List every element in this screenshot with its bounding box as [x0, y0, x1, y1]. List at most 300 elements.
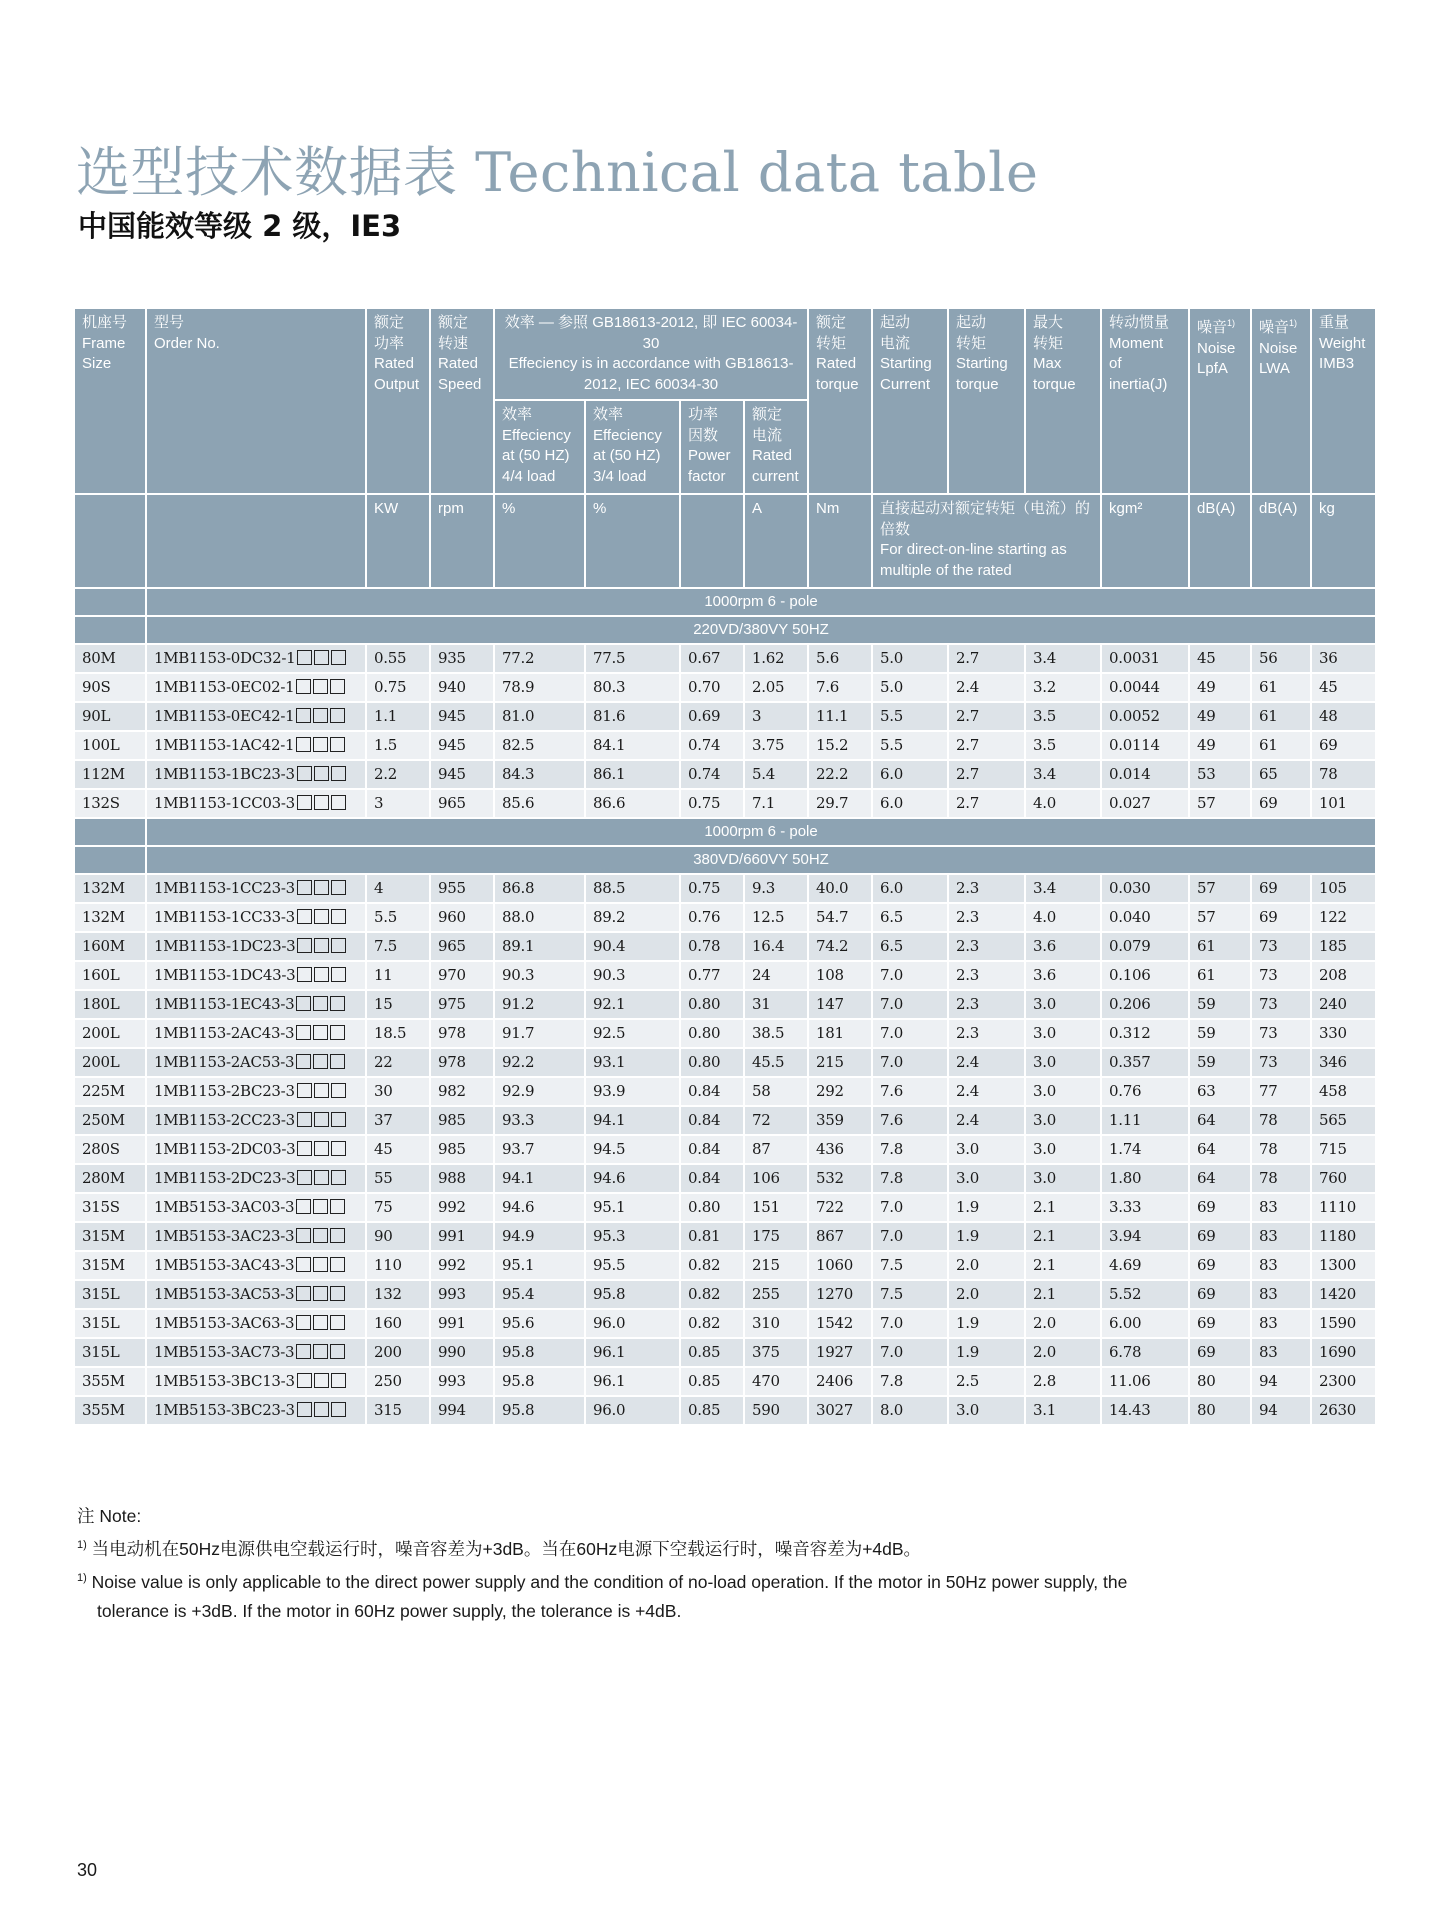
cell-starting-current: 6.5: [873, 904, 949, 933]
cell-rated-output: 132: [367, 1281, 431, 1310]
cell-rated-output: 315: [367, 1397, 431, 1426]
cell-weight: 105: [1312, 875, 1377, 904]
cell-starting-torque: 2.3: [949, 933, 1026, 962]
cell-power-factor: 0.82: [681, 1310, 745, 1339]
cell-noise-lpfa: 59: [1190, 1020, 1252, 1049]
col-rated-torque: 额定 转矩 Rated torque: [809, 309, 873, 495]
cell-moment-of-inertia: 0.079: [1102, 933, 1190, 962]
section-header-row: [75, 847, 1377, 875]
cell-starting-current: 7.8: [873, 1165, 949, 1194]
cell-weight: 48: [1312, 703, 1377, 732]
cell-rated-output: 1.5: [367, 732, 431, 761]
cell-starting-current: 5.0: [873, 674, 949, 703]
cell-rated-torque: 40.0: [809, 875, 873, 904]
order-no-text: 1MB1153-0EC02-1: [154, 678, 295, 696]
cell-frame-size: 132M: [75, 904, 147, 933]
note-english-continued: tolerance is +3dB. If the motor in 60Hz power supply, the tolerance is +4dB.: [97, 1600, 682, 1621]
option-placeholder-box: [314, 967, 329, 982]
footnote-mark: 1): [1289, 318, 1298, 328]
cell-rated-speed: 935: [431, 645, 495, 674]
cell-rated-current: 31: [745, 991, 809, 1020]
cell-power-factor: 0.75: [681, 875, 745, 904]
order-no-text: 1MB1153-2AC43-3: [154, 1024, 295, 1042]
cell-rated-torque: 436: [809, 1136, 873, 1165]
cell-rated-current: 215: [745, 1252, 809, 1281]
cell-eff-34: 86.6: [586, 790, 681, 819]
cell-rated-output: 1.1: [367, 703, 431, 732]
option-placeholder-box: [330, 1199, 345, 1214]
cell-rated-output: 55: [367, 1165, 431, 1194]
cell-rated-torque: 22.2: [809, 761, 873, 790]
cell-starting-torque: 2.3: [949, 875, 1026, 904]
cell-power-factor: 0.85: [681, 1397, 745, 1426]
cell-eff-full: 88.0: [495, 904, 586, 933]
cell-max-torque: 2.1: [1026, 1223, 1102, 1252]
cell-starting-current: 7.0: [873, 1049, 949, 1078]
cell-eff-full: 77.2: [495, 645, 586, 674]
table-row: [75, 1223, 1377, 1252]
cell-eff-full: 95.6: [495, 1310, 586, 1339]
note-english: [77, 1564, 1357, 1597]
cell-moment-of-inertia: 0.0114: [1102, 732, 1190, 761]
cell-noise-lpfa: 57: [1190, 904, 1252, 933]
cell-order-no: [147, 1281, 367, 1310]
cell-noise-lpfa: 59: [1190, 1049, 1252, 1078]
cell-rated-current: 38.5: [745, 1020, 809, 1049]
cell-eff-full: 91.7: [495, 1020, 586, 1049]
col-starting-torque: 起动 转矩 Starting torque: [949, 309, 1026, 495]
cell-eff-34: 94.1: [586, 1107, 681, 1136]
order-no-text: 1MB5153-3AC63-3: [154, 1314, 295, 1332]
cell-max-torque: 3.2: [1026, 674, 1102, 703]
footnote-mark: 1): [1227, 318, 1236, 328]
unit-weight: kg: [1312, 495, 1377, 589]
cell-starting-torque: 2.3: [949, 991, 1026, 1020]
cell-order-no: [147, 1194, 367, 1223]
cell-frame-size: 280S: [75, 1136, 147, 1165]
cell-power-factor: 0.80: [681, 991, 745, 1020]
cell-moment-of-inertia: 6.00: [1102, 1310, 1190, 1339]
cell-starting-torque: 2.4: [949, 1049, 1026, 1078]
option-placeholder-box: [331, 650, 346, 665]
cell-order-no: [147, 1049, 367, 1078]
section-voltage-label: 220VD/380VY 50HZ: [147, 617, 1377, 645]
cell-rated-output: 4: [367, 875, 431, 904]
cell-moment-of-inertia: 0.0044: [1102, 674, 1190, 703]
cell-moment-of-inertia: 1.80: [1102, 1165, 1190, 1194]
cell-max-torque: 4.0: [1026, 904, 1102, 933]
cell-starting-current: 7.8: [873, 1136, 949, 1165]
option-placeholder-box: [330, 679, 345, 694]
option-placeholder-box: [313, 1054, 328, 1069]
col-frame-size: 机座号 Frame Size: [75, 309, 147, 495]
option-placeholder-box: [313, 737, 328, 752]
cell-eff-full: 95.8: [495, 1397, 586, 1426]
cell-noise-lpfa: 57: [1190, 875, 1252, 904]
cell-rated-speed: 978: [431, 1049, 495, 1078]
option-placeholder-box: [296, 1228, 311, 1243]
cell-moment-of-inertia: 0.040: [1102, 904, 1190, 933]
cell-power-factor: 0.81: [681, 1223, 745, 1252]
col-noise-lwa: [1252, 309, 1312, 495]
col-power-factor: 功率 因数 Power factor: [681, 401, 745, 495]
cell-starting-current: 6.0: [873, 761, 949, 790]
cell-frame-size: 180L: [75, 991, 147, 1020]
cell-rated-output: 15: [367, 991, 431, 1020]
cell-power-factor: 0.82: [681, 1252, 745, 1281]
cell-max-torque: 2.1: [1026, 1252, 1102, 1281]
cell-starting-torque: 2.7: [949, 790, 1026, 819]
cell-moment-of-inertia: 0.0052: [1102, 703, 1190, 732]
order-no-text: 1MB5153-3AC53-3: [154, 1285, 295, 1303]
cell-frame-size: 280M: [75, 1165, 147, 1194]
table-row: [75, 790, 1377, 819]
cell-noise-lwa: 61: [1252, 732, 1312, 761]
option-placeholder-box: [314, 909, 329, 924]
option-placeholder-box: [297, 1373, 312, 1388]
cell-starting-torque: 2.0: [949, 1252, 1026, 1281]
unit-output: KW: [367, 495, 431, 589]
note-chinese: [77, 1531, 1357, 1564]
cell-eff-34: 94.6: [586, 1165, 681, 1194]
notes: [77, 1502, 1357, 1626]
option-placeholder-box: [297, 1170, 312, 1185]
order-no-text: 1MB5153-3AC23-3: [154, 1227, 295, 1245]
cell-order-no: [147, 1078, 367, 1107]
cell-frame-size: 355M: [75, 1368, 147, 1397]
cell-noise-lwa: 69: [1252, 790, 1312, 819]
option-placeholder-box: [331, 967, 346, 982]
cell-weight: 1110: [1312, 1194, 1377, 1223]
cell-rated-current: 1.62: [745, 645, 809, 674]
cell-max-torque: 3.6: [1026, 933, 1102, 962]
cell-eff-full: 93.3: [495, 1107, 586, 1136]
option-placeholder-box: [296, 1054, 311, 1069]
option-placeholder-box: [296, 737, 311, 752]
cell-max-torque: 2.1: [1026, 1194, 1102, 1223]
cell-eff-34: 92.1: [586, 991, 681, 1020]
table-row: [75, 1165, 1377, 1194]
cell-starting-current: 5.5: [873, 703, 949, 732]
col-rated-current: 额定 电流 Rated current: [745, 401, 809, 495]
cell-noise-lpfa: 49: [1190, 703, 1252, 732]
option-placeholder-box: [314, 766, 329, 781]
unit-power-factor: [681, 495, 745, 589]
cell-moment-of-inertia: 11.06: [1102, 1368, 1190, 1397]
cell-weight: 45: [1312, 674, 1377, 703]
unit-eff-full: %: [495, 495, 586, 589]
cell-noise-lpfa: 64: [1190, 1165, 1252, 1194]
option-placeholder-box: [314, 1141, 329, 1156]
cell-rated-torque: 3027: [809, 1397, 873, 1426]
cell-max-torque: 3.6: [1026, 962, 1102, 991]
table-row: [75, 933, 1377, 962]
cell-rated-current: 5.4: [745, 761, 809, 790]
cell-eff-34: 95.1: [586, 1194, 681, 1223]
table-row: [75, 674, 1377, 703]
option-placeholder-box: [313, 996, 328, 1011]
option-placeholder-box: [314, 880, 329, 895]
order-no-text: 1MB1153-0DC32-1: [154, 649, 296, 667]
cell-starting-torque: 3.0: [949, 1397, 1026, 1426]
cell-rated-output: 75: [367, 1194, 431, 1223]
cell-power-factor: 0.84: [681, 1078, 745, 1107]
cell-frame-size: 315M: [75, 1223, 147, 1252]
cell-moment-of-inertia: 3.33: [1102, 1194, 1190, 1223]
cell-rated-speed: 992: [431, 1194, 495, 1223]
order-no-text: 1MB1153-1CC33-3: [154, 908, 295, 926]
cell-order-no: [147, 761, 367, 790]
cell-eff-34: 90.3: [586, 962, 681, 991]
cell-starting-torque: 2.3: [949, 904, 1026, 933]
option-placeholder-box: [297, 1402, 312, 1417]
cell-rated-output: 90: [367, 1223, 431, 1252]
cell-eff-34: 93.9: [586, 1078, 681, 1107]
section-voltage-label: 380VD/660VY 50HZ: [147, 847, 1377, 875]
cell-starting-current: 7.0: [873, 1310, 949, 1339]
cell-order-no: [147, 1252, 367, 1281]
cell-power-factor: 0.78: [681, 933, 745, 962]
cell-rated-torque: 147: [809, 991, 873, 1020]
cell-order-no: [147, 1020, 367, 1049]
option-placeholder-box: [297, 909, 312, 924]
table-row: [75, 732, 1377, 761]
cell-starting-current: 8.0: [873, 1397, 949, 1426]
order-no-text: 1MB5153-3BC13-3: [154, 1372, 295, 1390]
option-placeholder-box: [331, 938, 346, 953]
notes-heading: 注 Note:: [77, 1506, 142, 1526]
cell-eff-full: 82.5: [495, 732, 586, 761]
cell-frame-size: 132M: [75, 875, 147, 904]
cell-moment-of-inertia: 4.69: [1102, 1252, 1190, 1281]
cell-order-no: [147, 1310, 367, 1339]
cell-noise-lpfa: 59: [1190, 991, 1252, 1020]
noise-lwa-cn: 噪音: [1259, 319, 1290, 336]
note-english-text: Noise value is only applicable to the direct power supply and the condition of no-load operation. If the motor in 50Hz power supply, the: [86, 1571, 1128, 1592]
option-placeholder-box: [330, 1228, 345, 1243]
cell-noise-lpfa: 61: [1190, 933, 1252, 962]
cell-rated-torque: 1060: [809, 1252, 873, 1281]
cell-eff-34: 88.5: [586, 875, 681, 904]
cell-moment-of-inertia: 6.78: [1102, 1339, 1190, 1368]
option-placeholder-box: [331, 1083, 346, 1098]
cell-moment-of-inertia: 14.43: [1102, 1397, 1190, 1426]
cell-starting-torque: 1.9: [949, 1223, 1026, 1252]
note-mark: 1): [77, 1539, 87, 1551]
unit-noise-lpfa: dB(A): [1190, 495, 1252, 589]
cell-weight: 1690: [1312, 1339, 1377, 1368]
unit-torque: Nm: [809, 495, 873, 589]
cell-power-factor: 0.84: [681, 1165, 745, 1194]
cell-eff-full: 90.3: [495, 962, 586, 991]
cell-moment-of-inertia: 0.206: [1102, 991, 1190, 1020]
cell-noise-lwa: 94: [1252, 1368, 1312, 1397]
cell-noise-lwa: 65: [1252, 761, 1312, 790]
table-row: [75, 962, 1377, 991]
cell-frame-size: 132S: [75, 790, 147, 819]
noise-lpfa-en: Noise LpfA: [1197, 339, 1236, 377]
cell-noise-lwa: 61: [1252, 703, 1312, 732]
table-row: [75, 904, 1377, 933]
cell-rated-speed: 990: [431, 1339, 495, 1368]
table-row: [75, 1107, 1377, 1136]
order-no-text: 1MB1153-1DC43-3: [154, 966, 296, 984]
cell-starting-current: 7.5: [873, 1281, 949, 1310]
cell-max-torque: 4.0: [1026, 790, 1102, 819]
section-header-blank: [75, 589, 147, 617]
cell-rated-speed: 965: [431, 933, 495, 962]
cell-noise-lwa: 78: [1252, 1165, 1312, 1194]
table-row: [75, 1252, 1377, 1281]
cell-rated-speed: 985: [431, 1107, 495, 1136]
cell-frame-size: 200L: [75, 1020, 147, 1049]
cell-noise-lwa: 78: [1252, 1107, 1312, 1136]
cell-order-no: [147, 1223, 367, 1252]
option-placeholder-box: [313, 708, 328, 723]
noise-lpfa-cn: 噪音: [1197, 319, 1228, 336]
table-row: [75, 1368, 1377, 1397]
option-placeholder-box: [314, 795, 329, 810]
cell-starting-current: 6.5: [873, 933, 949, 962]
cell-frame-size: 315L: [75, 1310, 147, 1339]
cell-order-no: [147, 645, 367, 674]
cell-starting-current: 7.5: [873, 1252, 949, 1281]
cell-rated-current: 72: [745, 1107, 809, 1136]
cell-noise-lwa: 83: [1252, 1194, 1312, 1223]
cell-eff-full: 92.9: [495, 1078, 586, 1107]
option-placeholder-box: [330, 1054, 345, 1069]
cell-rated-output: 2.2: [367, 761, 431, 790]
cell-noise-lpfa: 61: [1190, 962, 1252, 991]
cell-weight: 69: [1312, 732, 1377, 761]
cell-starting-torque: 2.4: [949, 1107, 1026, 1136]
section-header-row: [75, 589, 1377, 617]
order-no-text: 1MB1153-1CC23-3: [154, 879, 295, 897]
option-placeholder-box: [314, 1083, 329, 1098]
cell-starting-current: 5.0: [873, 645, 949, 674]
cell-eff-full: 95.8: [495, 1339, 586, 1368]
cell-noise-lpfa: 80: [1190, 1397, 1252, 1426]
page-number: 30: [77, 1860, 98, 1880]
cell-rated-output: 5.5: [367, 904, 431, 933]
section-header-blank: [75, 617, 147, 645]
cell-weight: 565: [1312, 1107, 1377, 1136]
cell-noise-lpfa: 69: [1190, 1310, 1252, 1339]
cell-rated-torque: 292: [809, 1078, 873, 1107]
option-placeholder-box: [313, 679, 328, 694]
order-no-text: 1MB1153-2DC23-3: [154, 1169, 296, 1187]
option-placeholder-box: [331, 1141, 346, 1156]
option-placeholder-box: [331, 1402, 346, 1417]
cell-rated-speed: 945: [431, 761, 495, 790]
option-placeholder-box: [297, 766, 312, 781]
option-placeholder-box: [330, 737, 345, 752]
cell-eff-34: 84.1: [586, 732, 681, 761]
table-row: [75, 1281, 1377, 1310]
cell-frame-size: 160L: [75, 962, 147, 991]
table-row: [75, 645, 1377, 674]
section-speed-label: 1000rpm 6 - pole: [147, 819, 1377, 847]
col-eff-three-quarter-load: 效率 Effeciency at (50 HZ) 3/4 load: [586, 401, 681, 495]
cell-order-no: [147, 933, 367, 962]
cell-eff-full: 95.4: [495, 1281, 586, 1310]
cell-rated-torque: 2406: [809, 1368, 873, 1397]
option-placeholder-box: [313, 1228, 328, 1243]
cell-max-torque: 3.0: [1026, 1020, 1102, 1049]
cell-rated-speed: 945: [431, 703, 495, 732]
option-placeholder-box: [313, 1286, 328, 1301]
cell-rated-speed: 975: [431, 991, 495, 1020]
option-placeholder-box: [313, 1257, 328, 1272]
cell-noise-lpfa: 69: [1190, 1252, 1252, 1281]
cell-starting-torque: 2.0: [949, 1281, 1026, 1310]
unit-blank: [75, 495, 147, 589]
option-placeholder-box: [296, 1257, 311, 1272]
cell-power-factor: 0.77: [681, 962, 745, 991]
cell-weight: 458: [1312, 1078, 1377, 1107]
option-placeholder-box: [314, 650, 329, 665]
table-row: [75, 991, 1377, 1020]
option-placeholder-box: [296, 1025, 311, 1040]
table-row: [75, 1339, 1377, 1368]
cell-noise-lpfa: 80: [1190, 1368, 1252, 1397]
cell-eff-34: 81.6: [586, 703, 681, 732]
cell-power-factor: 0.80: [681, 1049, 745, 1078]
unit-current: A: [745, 495, 809, 589]
cell-starting-current: 7.0: [873, 1223, 949, 1252]
option-placeholder-box: [331, 795, 346, 810]
cell-power-factor: 0.85: [681, 1339, 745, 1368]
cell-order-no: [147, 1368, 367, 1397]
cell-weight: 36: [1312, 645, 1377, 674]
table-row: [75, 1020, 1377, 1049]
table-body: [75, 589, 1377, 1426]
cell-starting-torque: 2.7: [949, 703, 1026, 732]
cell-eff-34: 93.1: [586, 1049, 681, 1078]
cell-max-torque: 2.0: [1026, 1310, 1102, 1339]
cell-power-factor: 0.82: [681, 1281, 745, 1310]
option-placeholder-box: [331, 909, 346, 924]
cell-moment-of-inertia: 1.74: [1102, 1136, 1190, 1165]
cell-weight: 208: [1312, 962, 1377, 991]
cell-frame-size: 90L: [75, 703, 147, 732]
option-placeholder-box: [331, 1373, 346, 1388]
cell-rated-current: 310: [745, 1310, 809, 1339]
cell-frame-size: 315M: [75, 1252, 147, 1281]
cell-starting-torque: 3.0: [949, 1136, 1026, 1165]
cell-max-torque: 3.0: [1026, 1136, 1102, 1165]
option-placeholder-box: [297, 1083, 312, 1098]
cell-power-factor: 0.75: [681, 790, 745, 819]
option-placeholder-box: [313, 1025, 328, 1040]
cell-rated-speed: 991: [431, 1223, 495, 1252]
cell-noise-lpfa: 45: [1190, 645, 1252, 674]
cell-frame-size: 80M: [75, 645, 147, 674]
cell-eff-full: 92.2: [495, 1049, 586, 1078]
cell-starting-current: 5.5: [873, 732, 949, 761]
option-placeholder-box: [314, 1402, 329, 1417]
unit-noise-lwa: dB(A): [1252, 495, 1312, 589]
cell-order-no: [147, 904, 367, 933]
cell-moment-of-inertia: 1.11: [1102, 1107, 1190, 1136]
cell-starting-current: 6.0: [873, 790, 949, 819]
cell-noise-lwa: 73: [1252, 933, 1312, 962]
cell-rated-current: 375: [745, 1339, 809, 1368]
cell-weight: 715: [1312, 1136, 1377, 1165]
order-no-text: 1MB1153-1AC42-1: [154, 736, 295, 754]
table-row: [75, 761, 1377, 790]
cell-starting-current: 7.0: [873, 1020, 949, 1049]
